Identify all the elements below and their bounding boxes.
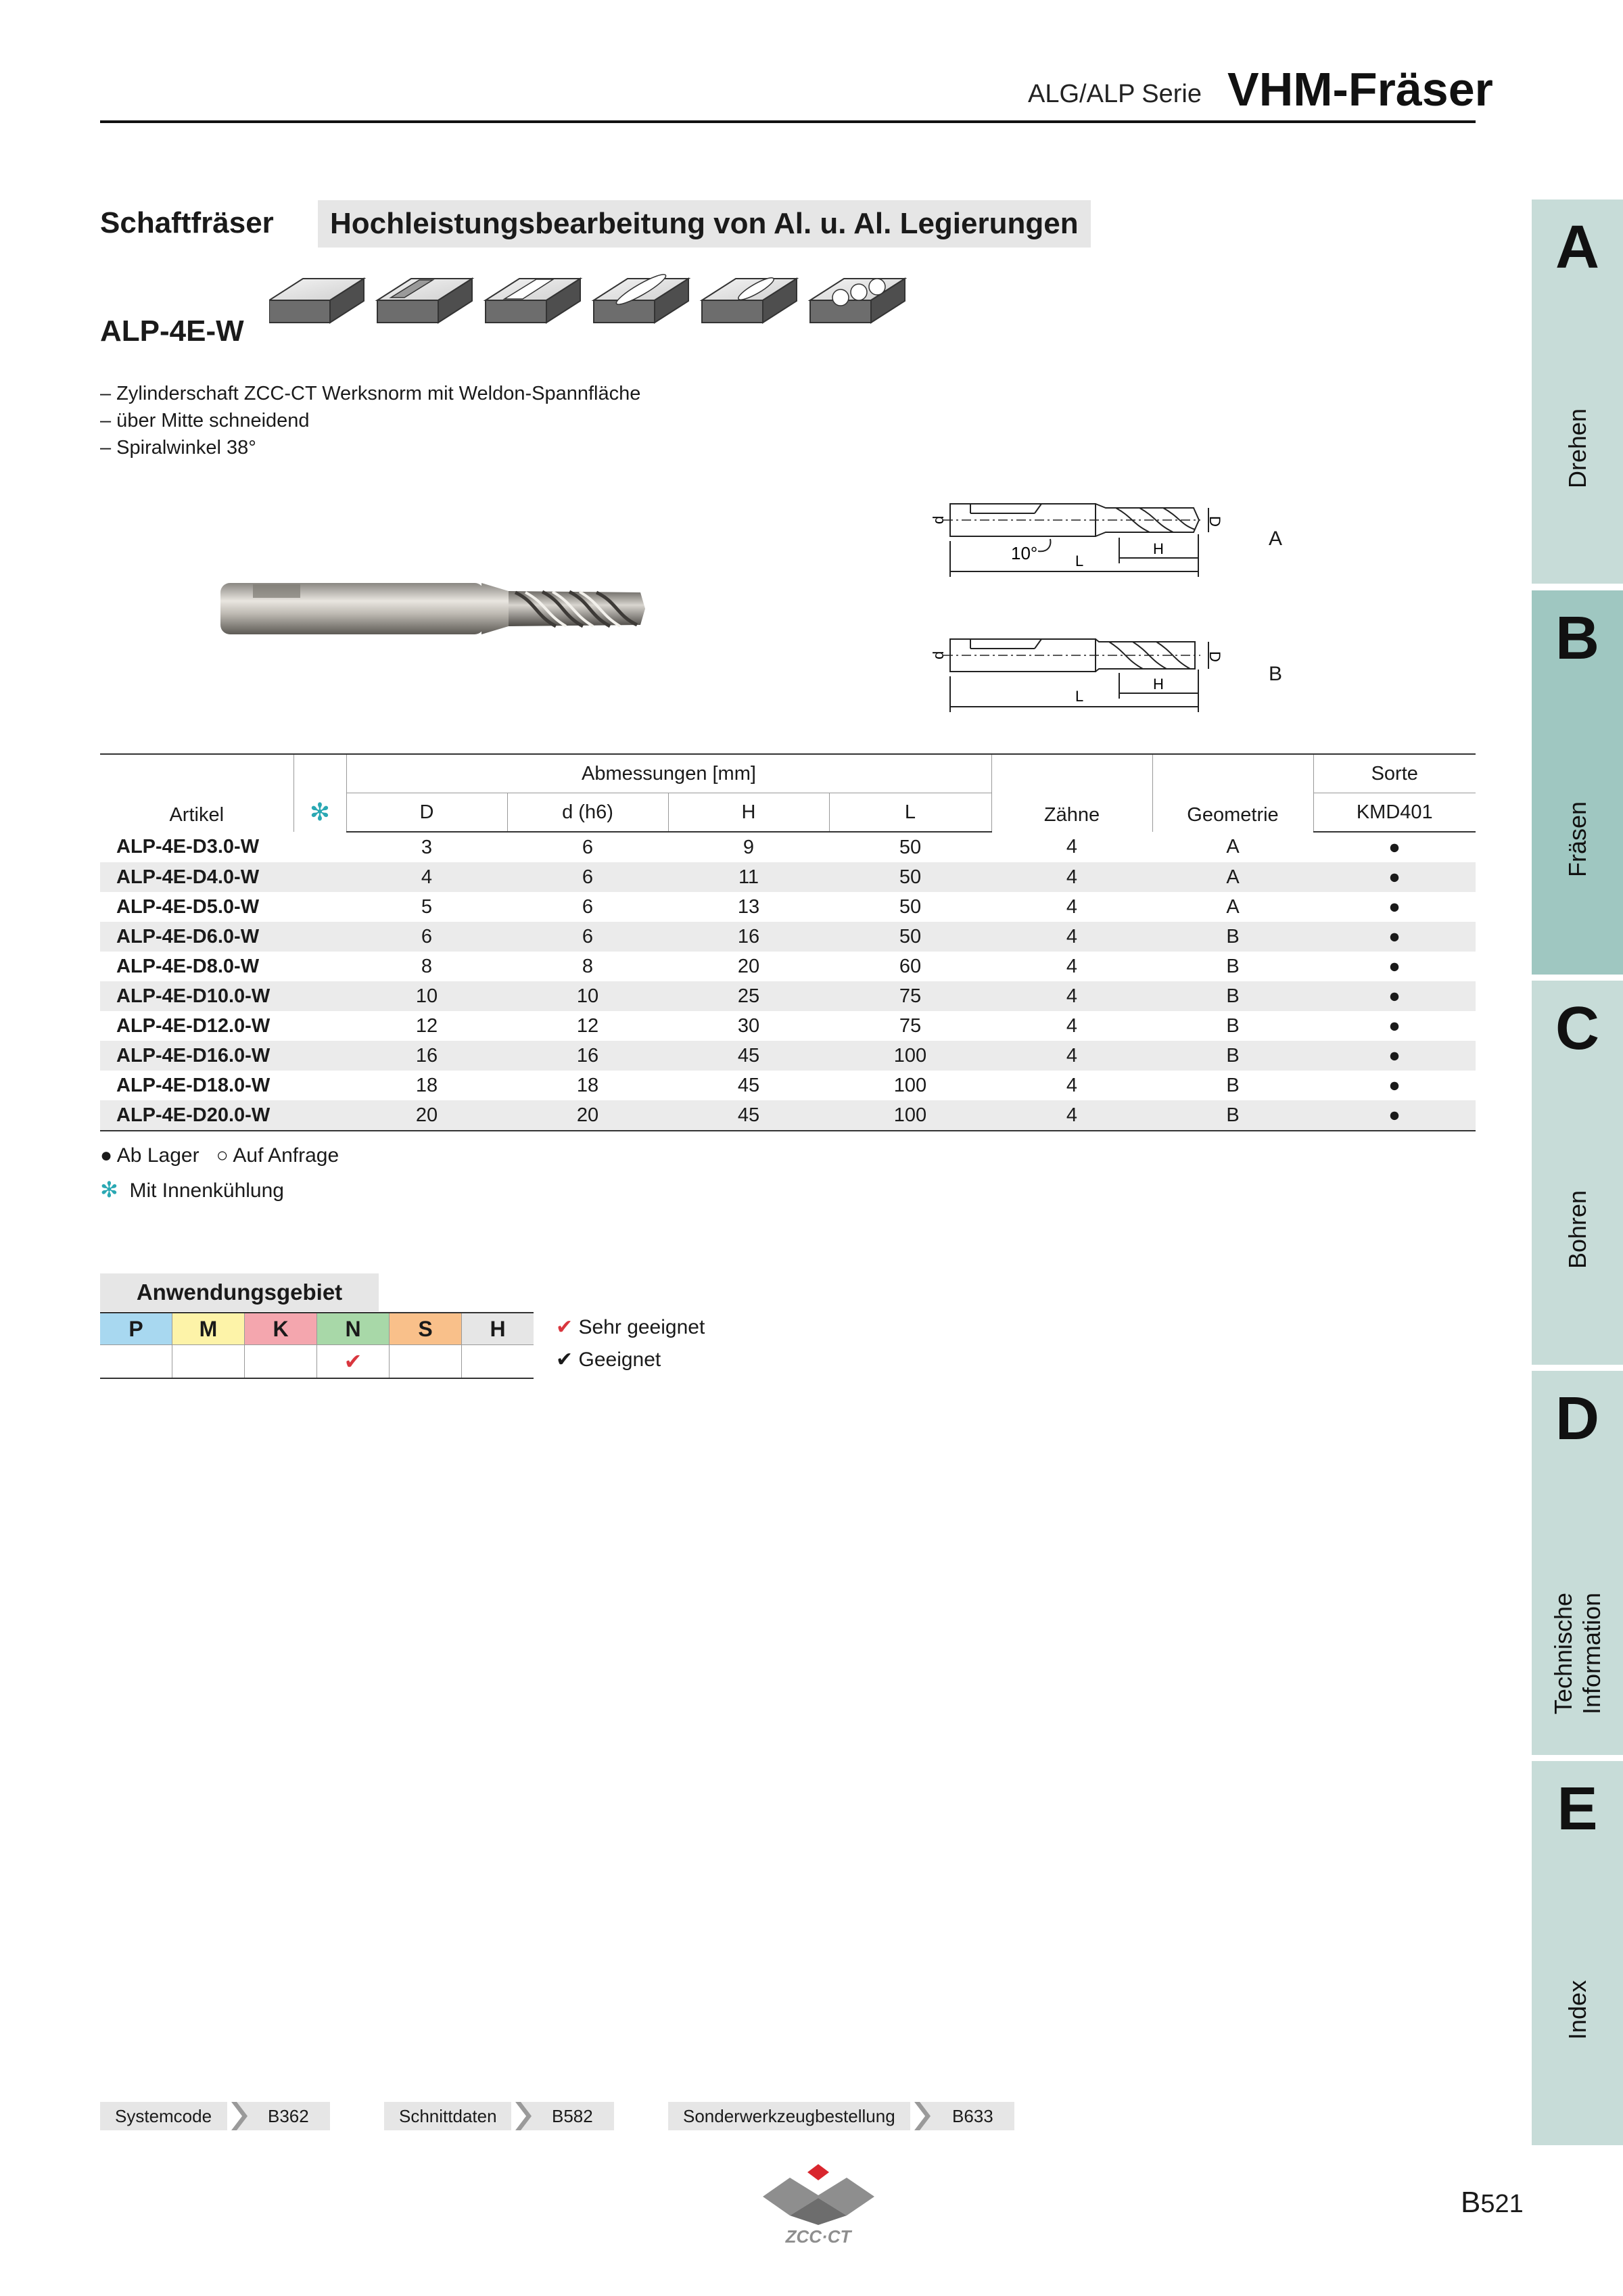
cell-geo: B — [1226, 1074, 1240, 1096]
cell-artikel: ALP-4E-D20.0-W — [100, 1100, 293, 1131]
category-badge: Hochleistungsbearbeitung von Al. u. Al. Legierungen — [318, 200, 1091, 248]
cell-c — [293, 862, 346, 892]
table-row — [100, 952, 1476, 981]
ref-page: B362 — [268, 2106, 309, 2126]
cell-c — [293, 952, 346, 981]
suitability-h — [462, 1345, 534, 1379]
cell-H: 13 — [737, 895, 760, 918]
cell-D: 3 — [421, 836, 433, 858]
tab-label: Index — [1563, 1979, 1591, 2040]
coolant-legend-text: Mit Innenkühlung — [129, 1179, 284, 1202]
cell-L: 100 — [893, 1074, 927, 1096]
cell-D: 6 — [346, 922, 507, 952]
cell-geo: B — [1152, 1041, 1313, 1071]
cell-z: 4 — [1066, 1074, 1078, 1096]
cell-z: 4 — [1066, 895, 1078, 918]
cell-d: 6 — [507, 862, 668, 892]
check-icon: ✔ — [556, 1349, 573, 1371]
table-row — [100, 832, 1476, 862]
table-row — [100, 922, 1476, 952]
cell-D: 12 — [415, 1014, 438, 1037]
tab-b[interactable] — [1532, 590, 1623, 975]
stock-legend-item: ● Ab Lager — [100, 1144, 199, 1167]
header-rule — [100, 120, 1476, 123]
table-row — [100, 1071, 1476, 1100]
series-label: ALG/ALP Serie — [1028, 80, 1202, 108]
cell-D: 16 — [346, 1041, 507, 1071]
tab-label: Technische Information — [1549, 1592, 1605, 1715]
cell-z: 4 — [1066, 1014, 1078, 1037]
cell-L: 60 — [899, 955, 922, 977]
ref-systemcode[interactable] — [100, 2102, 330, 2130]
dim-H-label: H — [1153, 676, 1164, 693]
col-H-header: H — [668, 793, 829, 833]
material-p: P — [100, 1313, 172, 1345]
cell-H: 30 — [737, 1014, 760, 1037]
table-row — [100, 981, 1476, 1011]
tab-letter: B — [1555, 605, 1599, 672]
suitability-k — [245, 1345, 317, 1379]
dim-H-label: H — [1153, 540, 1164, 557]
cell-d: 16 — [507, 1041, 668, 1071]
cell-H: 45 — [668, 1041, 829, 1071]
cell-L: 50 — [899, 836, 922, 858]
suitability-n: ✔ — [317, 1345, 390, 1379]
category-label: Schaftfräser — [100, 206, 274, 239]
tab-a[interactable] — [1532, 200, 1623, 584]
application-title: Anwendungsgebiet — [100, 1273, 379, 1311]
zcc-ct-logo — [763, 2157, 874, 2245]
cell-H: 45 — [668, 1100, 829, 1131]
drawing-type-b — [930, 626, 1268, 724]
chevron-right-icon — [511, 2102, 532, 2130]
cell-artikel: ALP-4E-D16.0-W — [100, 1041, 293, 1071]
cell-H: 9 — [743, 836, 755, 858]
cell-artikel: ALP-4E-D5.0-W — [116, 895, 260, 918]
cell-stock: ● — [1313, 862, 1476, 892]
cell-stock: ● — [1388, 1074, 1401, 1096]
cell-stock: ● — [1388, 836, 1401, 858]
suitability-s — [390, 1345, 462, 1379]
cell-D: 4 — [346, 862, 507, 892]
col-artikel-header: Artikel — [100, 754, 293, 832]
cell-z: 4 — [991, 1041, 1152, 1071]
logo-text: ZCC·CT — [785, 2226, 851, 2245]
cell-z: 4 — [991, 981, 1152, 1011]
table-row — [100, 862, 1476, 892]
table-row — [100, 892, 1476, 922]
cell-c — [293, 1071, 346, 1100]
cell-z: 4 — [1066, 836, 1078, 858]
pocket-milling-icon — [594, 272, 688, 323]
cell-D: 18 — [415, 1074, 438, 1096]
cell-geo: B — [1152, 922, 1313, 952]
cell-stock: ● — [1313, 1100, 1476, 1131]
cell-L: 75 — [829, 981, 991, 1011]
cell-D: 10 — [346, 981, 507, 1011]
tab-letter: A — [1555, 214, 1599, 281]
drawing-type-b-label: B — [1269, 663, 1283, 685]
sorte-group-header: Sorte — [1313, 754, 1476, 793]
cell-d: 12 — [576, 1014, 599, 1037]
application-table — [100, 1312, 534, 1379]
material-k: K — [245, 1313, 317, 1345]
shoulder-milling-icon — [377, 279, 472, 323]
feature-item: – Zylinderschaft ZCC-CT Werksnorm mit Weldon-Spannfläche — [100, 383, 641, 404]
ref-page: B582 — [552, 2106, 593, 2126]
page-num: 521 — [1480, 2190, 1524, 2218]
check-icon-red: ✔ — [556, 1316, 573, 1338]
cell-d: 6 — [582, 836, 594, 858]
tab-c[interactable] — [1532, 981, 1623, 1365]
cell-c — [293, 981, 346, 1011]
material-n: N — [317, 1313, 390, 1345]
page-number — [1461, 2186, 1524, 2220]
col-L-header: L — [829, 793, 991, 833]
material-s: S — [390, 1313, 462, 1345]
cell-artikel: ALP-4E-D4.0-W — [100, 862, 293, 892]
cell-H: 20 — [737, 955, 760, 977]
plunge-milling-icon — [702, 275, 797, 323]
cell-L: 50 — [899, 895, 922, 918]
dim-L-label: L — [1075, 553, 1084, 569]
cell-H: 25 — [668, 981, 829, 1011]
cell-geo: B — [1152, 981, 1313, 1011]
dim-d-label: d — [930, 651, 947, 659]
page-letter: B — [1461, 2186, 1481, 2219]
cell-artikel: ALP-4E-D6.0-W — [100, 922, 293, 952]
cell-geo: B — [1152, 1100, 1313, 1131]
col-zaehne-header: Zähne — [991, 754, 1152, 832]
cell-c — [293, 892, 346, 922]
cell-z: 4 — [991, 1100, 1152, 1131]
cell-c — [293, 832, 346, 862]
cell-z: 4 — [991, 922, 1152, 952]
operation-icons — [269, 272, 910, 352]
page-title: VHM-Fräser — [1227, 63, 1493, 116]
stock-legend — [100, 1144, 339, 1167]
product-table — [100, 753, 1476, 1131]
cell-geo: B — [1226, 1014, 1240, 1037]
very-suitable-label: Sehr geeignet — [578, 1316, 705, 1338]
cell-d: 6 — [507, 922, 668, 952]
cell-geo: B — [1226, 955, 1240, 977]
cell-d: 18 — [576, 1074, 599, 1096]
cell-stock: ● — [1313, 922, 1476, 952]
suitability-p — [100, 1345, 172, 1379]
ref-label: Systemcode — [115, 2106, 212, 2126]
tab-label: Fräsen — [1563, 801, 1591, 878]
feature-list — [100, 380, 640, 461]
cell-stock: ● — [1313, 1041, 1476, 1071]
coolant-icon: ✻ — [100, 1177, 118, 1202]
cell-geo: A — [1226, 895, 1240, 918]
cell-D: 20 — [346, 1100, 507, 1131]
dim-D-label: D — [1206, 651, 1223, 662]
cell-d: 10 — [507, 981, 668, 1011]
cell-H: 11 — [668, 862, 829, 892]
cell-L: 100 — [829, 1041, 991, 1071]
tab-e[interactable] — [1532, 1761, 1623, 2145]
tab-label: Bohren — [1563, 1190, 1591, 1269]
cell-H: 16 — [668, 922, 829, 952]
cell-d: 8 — [582, 955, 594, 977]
chevron-right-icon — [910, 2102, 931, 2130]
cell-L: 50 — [829, 862, 991, 892]
col-geometrie-header: Geometrie — [1152, 754, 1313, 832]
cell-stock: ● — [1388, 1014, 1401, 1037]
col-d-header: d (h6) — [507, 793, 668, 833]
drawing-type-a — [930, 490, 1268, 588]
cell-L: 50 — [829, 922, 991, 952]
cell-geo: A — [1226, 836, 1240, 858]
cell-d: 20 — [507, 1100, 668, 1131]
cell-artikel: ALP-4E-D18.0-W — [116, 1074, 270, 1096]
drawing-type-a-label: A — [1269, 528, 1283, 550]
coolant-icon: ✻ — [293, 754, 346, 832]
end-mill-photo — [218, 568, 651, 649]
col-sorte-header: KMD401 — [1313, 793, 1476, 833]
chevron-right-icon — [227, 2102, 248, 2130]
dimensions-group-header: Abmessungen [mm] — [346, 754, 991, 793]
cell-L: 100 — [829, 1100, 991, 1131]
cell-stock: ● — [1388, 895, 1401, 918]
cell-artikel: ALP-4E-D3.0-W — [116, 836, 260, 858]
feature-item: – über Mitte schneidend — [100, 410, 310, 431]
tab-label: Drehen — [1563, 408, 1591, 489]
ref-schnittdaten[interactable] — [384, 2102, 614, 2130]
cell-D: 8 — [421, 955, 433, 977]
slot-milling-icon — [486, 279, 580, 323]
suitable-key — [556, 1348, 661, 1372]
feature-item: – Spiralwinkel 38° — [100, 437, 256, 459]
cell-stock: ● — [1313, 981, 1476, 1011]
very-suitable-key — [556, 1315, 705, 1339]
dim-D-label: D — [1206, 516, 1223, 527]
cell-geo: A — [1152, 862, 1313, 892]
table-row — [100, 1100, 1476, 1131]
cell-z: 4 — [1066, 955, 1078, 977]
cell-c — [293, 1041, 346, 1071]
suitability-m — [172, 1345, 245, 1379]
product-name: ALP-4E-W — [100, 314, 244, 348]
cell-D: 5 — [421, 895, 433, 918]
cell-L: 75 — [899, 1014, 922, 1037]
dim-d-label: d — [930, 515, 947, 524]
cell-stock: ● — [1388, 955, 1401, 977]
cell-artikel: ALP-4E-D12.0-W — [116, 1014, 270, 1037]
cell-H: 45 — [737, 1074, 760, 1096]
cell-artikel: ALP-4E-D8.0-W — [116, 955, 260, 977]
drilling-icon — [810, 279, 905, 323]
angle-label: 10° — [1011, 543, 1038, 563]
dim-L-label: L — [1075, 688, 1084, 705]
tab-letter: C — [1555, 995, 1599, 1062]
ref-sonderwerkzeug[interactable] — [668, 2102, 1014, 2130]
ref-label: Sonderwerkzeugbestellung — [683, 2106, 895, 2126]
cell-c — [293, 1011, 346, 1041]
tab-letter: D — [1555, 1385, 1599, 1453]
cell-c — [293, 1100, 346, 1131]
table-row — [100, 1041, 1476, 1071]
tab-d[interactable] — [1532, 1371, 1623, 1755]
cell-c — [293, 922, 346, 952]
cell-d: 6 — [582, 895, 594, 918]
tab-letter: E — [1557, 1775, 1598, 1843]
table-row — [100, 1011, 1476, 1041]
col-D-header: D — [346, 793, 507, 833]
ref-page: B633 — [952, 2106, 993, 2126]
cell-z: 4 — [991, 862, 1152, 892]
request-legend-item: ○ Auf Anfrage — [216, 1144, 339, 1167]
ref-label: Schnittdaten — [399, 2106, 497, 2126]
face-milling-icon — [269, 279, 364, 323]
suitable-label: Geeignet — [578, 1349, 661, 1371]
material-h: H — [462, 1313, 534, 1345]
cell-artikel: ALP-4E-D10.0-W — [100, 981, 293, 1011]
material-m: M — [172, 1313, 245, 1345]
coolant-legend — [100, 1177, 284, 1202]
